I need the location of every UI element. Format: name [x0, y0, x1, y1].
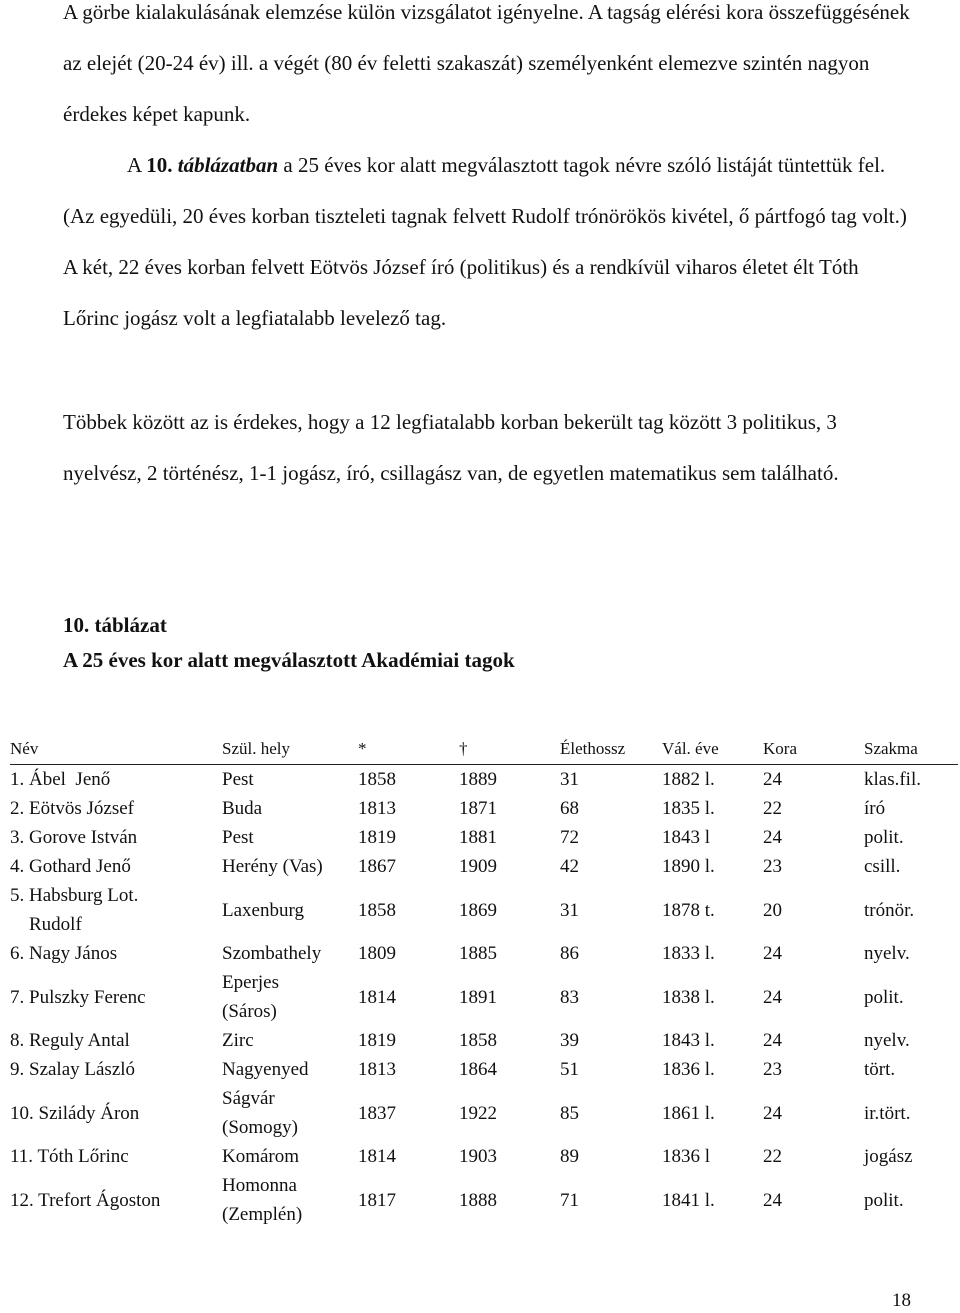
p2-after: a 25 éves kor alatt megválasztott tagok névre szóló listáját tüntettük fel. (Az egyedüli, 20 éves korban tiszteleti tagnak felvett Rudolf trónörökös kivétel, ő pártfogó tag volt.) A két, 22 éves korban felvett Eötvös József író (politikus) és a rendkívül viharos életet élt Tóth Lőrinc jogász volt a legfiatalabb levelező tag. — [63, 153, 907, 330]
cell-place: Pest — [222, 769, 254, 790]
cell-age: 24 — [763, 1030, 782, 1051]
cell-died: 1871 — [459, 798, 497, 819]
page-number: 18 — [892, 1290, 911, 1311]
cell-lifespan: 72 — [560, 827, 579, 848]
cell-elected: 1882 l. — [662, 769, 715, 790]
cell-place: Laxenburg — [222, 899, 304, 921]
table-row — [10, 1026, 958, 1055]
cell-name: 8. Reguly Antal — [10, 1030, 130, 1051]
cell-elected: 1836 l — [662, 1146, 711, 1167]
cell-died: 1881 — [459, 827, 497, 848]
cell-died: 1903 — [459, 1146, 497, 1167]
cell-died: 1864 — [459, 1059, 497, 1080]
cell-elected: 1841 l. — [662, 1189, 715, 1211]
cell-lifespan: 83 — [560, 986, 579, 1008]
cell-age: 22 — [763, 1146, 782, 1167]
table-row — [10, 939, 958, 968]
cell-lifespan: 71 — [560, 1189, 579, 1211]
cell-lifespan: 42 — [560, 856, 579, 877]
header-lifespan: Élethossz — [560, 734, 662, 765]
cell-place: Pest — [222, 827, 254, 848]
members-table — [10, 734, 958, 1229]
cell-born: 1814 — [358, 986, 396, 1008]
cell-elected: 1878 t. — [662, 899, 715, 921]
table-caption-number: 10. táblázat — [63, 613, 167, 637]
cell-age: 24 — [763, 1189, 782, 1211]
cell-name: 5. Habsburg Lot. Rudolf — [10, 885, 139, 935]
cell-field: ir.tört. — [864, 1102, 911, 1124]
cell-elected: 1861 l. — [662, 1102, 715, 1124]
cell-died: 1885 — [459, 943, 497, 964]
cell-born: 1867 — [358, 856, 396, 877]
cell-lifespan: 85 — [560, 1102, 579, 1124]
cell-born: 1817 — [358, 1189, 396, 1211]
cell-place: Ságvár (Somogy) — [222, 1088, 298, 1138]
p2-table-word: táblázatban — [172, 153, 279, 177]
cell-elected: 1843 l — [662, 827, 711, 848]
cell-name: 12. Trefort Ágoston — [10, 1189, 161, 1211]
table-row — [10, 1171, 958, 1229]
cell-born: 1814 — [358, 1146, 396, 1167]
cell-place: Homonna (Zemplén) — [222, 1175, 303, 1225]
cell-field: tört. — [864, 1059, 896, 1080]
cell-born: 1858 — [358, 899, 396, 921]
cell-elected: 1833 l. — [662, 943, 715, 964]
cell-field: polit. — [864, 827, 904, 848]
header-born: * — [358, 734, 459, 765]
cell-name: 2. Eötvös József — [10, 798, 135, 819]
cell-field: trónör. — [864, 899, 915, 921]
table-row — [10, 1142, 958, 1171]
cell-lifespan: 86 — [560, 943, 579, 964]
cell-field: polit. — [864, 986, 904, 1008]
cell-age: 22 — [763, 798, 782, 819]
cell-age: 24 — [763, 827, 782, 848]
cell-born: 1809 — [358, 943, 396, 964]
cell-age: 23 — [763, 856, 782, 877]
cell-died: 1869 — [459, 899, 497, 921]
cell-age: 23 — [763, 1059, 782, 1080]
cell-elected: 1890 l. — [662, 856, 715, 877]
cell-field: jogász — [864, 1146, 913, 1167]
cell-name: 6. Nagy János — [10, 943, 118, 964]
table-row — [10, 852, 958, 881]
cell-field: író — [864, 798, 886, 819]
cell-died: 1891 — [459, 986, 497, 1008]
table-header-row — [10, 734, 958, 765]
cell-name: 10. Szilády Áron — [10, 1102, 140, 1124]
p2-before: A — [127, 153, 147, 177]
cell-age: 24 — [763, 986, 782, 1008]
cell-lifespan: 31 — [560, 899, 579, 921]
header-elected: Vál. éve — [662, 734, 763, 765]
cell-age: 24 — [763, 943, 782, 964]
cell-died: 1858 — [459, 1030, 497, 1051]
cell-elected: 1835 l. — [662, 798, 715, 819]
cell-elected: 1836 l. — [662, 1059, 715, 1080]
cell-born: 1837 — [358, 1102, 396, 1124]
cell-place: Szombathely — [222, 943, 322, 964]
table-row — [10, 823, 958, 852]
cell-place: Herény (Vas) — [222, 856, 323, 877]
cell-born: 1858 — [358, 769, 396, 790]
table-row — [10, 968, 958, 1026]
cell-place: Komárom — [222, 1146, 300, 1167]
cell-age: 24 — [763, 1102, 782, 1124]
cell-died: 1889 — [459, 769, 497, 790]
cell-born: 1819 — [358, 1030, 396, 1051]
cell-age: 20 — [763, 899, 782, 921]
header-field: Szakma — [864, 734, 958, 765]
header-age: Kora — [763, 734, 864, 765]
cell-field: nyelv. — [864, 1030, 910, 1051]
header-name: Név — [10, 734, 222, 765]
cell-name: 7. Pulszky Ferenc — [10, 986, 146, 1008]
cell-field: polit. — [864, 1189, 904, 1211]
cell-name: 3. Gorove István — [10, 827, 138, 848]
table-row — [10, 881, 958, 939]
cell-died: 1909 — [459, 856, 497, 877]
cell-name: 4. Gothard Jenő — [10, 856, 131, 877]
header-died: † — [459, 734, 560, 765]
cell-name: 11. Tóth Lőrinc — [10, 1146, 129, 1167]
cell-place: Zirc — [222, 1030, 254, 1051]
cell-born: 1813 — [358, 798, 396, 819]
cell-elected: 1843 l. — [662, 1030, 715, 1051]
cell-born: 1819 — [358, 827, 396, 848]
table-row — [10, 794, 958, 823]
cell-lifespan: 39 — [560, 1030, 579, 1051]
cell-place: Buda — [222, 798, 263, 819]
table-row — [10, 1084, 958, 1142]
paragraph-intro: A görbe kialakulásának elemzése külön vizsgálatot igényelne. A tagság elérési kora összefüggésének az elejét (20-24 év) ill. a végét (80 év feletti szakaszát) személyenként elemezve szintén nagyon érdekes képet kapunk. — [63, 0, 910, 126]
cell-died: 1888 — [459, 1189, 497, 1211]
cell-age: 24 — [763, 769, 782, 790]
cell-field: csill. — [864, 856, 901, 877]
table-row — [10, 1055, 958, 1084]
table-body — [10, 765, 958, 1230]
paragraph-table-reference — [63, 140, 913, 344]
paragraph-summary: Többek között az is érdekes, hogy a 12 legfiatalabb korban bekerült tag között 3 politikus, 3 nyelvész, 2 történész, 1-1 jogász, író, csillagász van, de egyetlen matematikus sem található. — [63, 410, 839, 485]
header-birthplace: Szül. hely — [222, 734, 358, 765]
cell-place: Nagyenyed — [222, 1059, 309, 1080]
cell-died: 1922 — [459, 1102, 497, 1124]
table-caption-title: A 25 éves kor alatt megválasztott Akadémiai tagok — [63, 648, 515, 672]
cell-elected: 1838 l. — [662, 986, 715, 1008]
cell-field: nyelv. — [864, 943, 910, 964]
p2-table-number: 10. — [146, 153, 173, 177]
cell-lifespan: 51 — [560, 1059, 579, 1080]
cell-lifespan: 89 — [560, 1146, 579, 1167]
cell-name: 9. Szalay László — [10, 1059, 136, 1080]
cell-born: 1813 — [358, 1059, 396, 1080]
cell-lifespan: 31 — [560, 769, 579, 790]
cell-lifespan: 68 — [560, 798, 579, 819]
table-row — [10, 765, 958, 795]
cell-field: klas.fil. — [864, 769, 921, 790]
cell-place: Eperjes (Sáros) — [222, 972, 279, 1022]
cell-name: 1. Ábel Jenő — [10, 769, 111, 790]
